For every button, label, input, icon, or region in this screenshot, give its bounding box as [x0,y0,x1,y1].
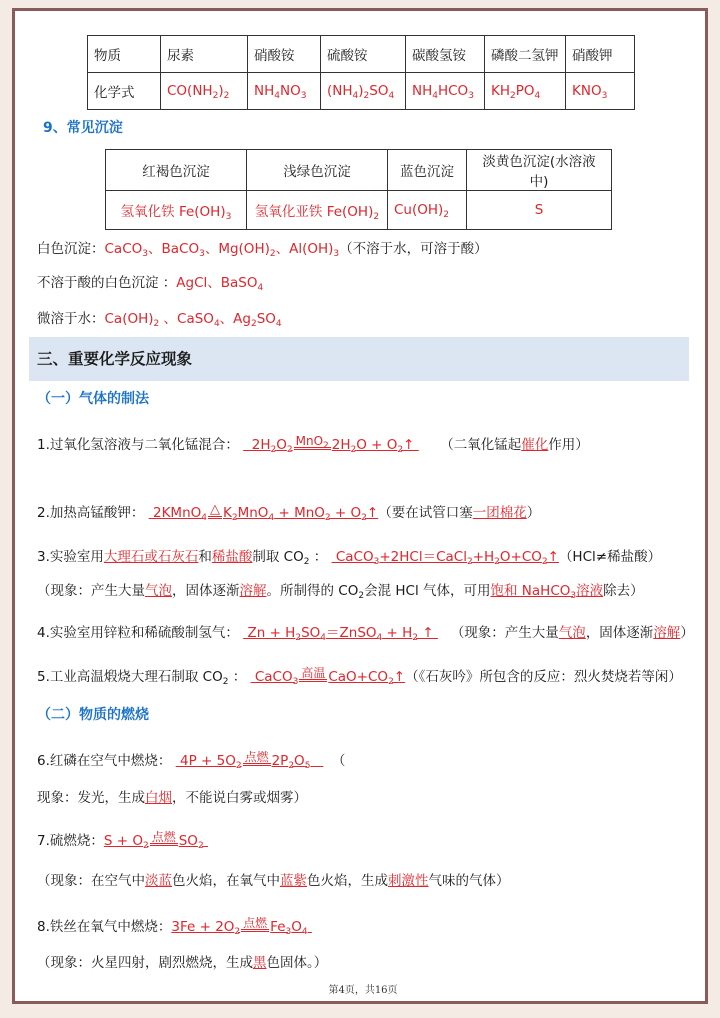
table-row [88,36,635,73]
answer: 一团棉花 [472,505,527,521]
answer: 刺激性 [388,873,429,889]
section-9-title: 9、常见沉淀 [43,120,123,136]
answer: 蓝紫 [280,873,307,889]
table-cell: 红褐色沉淀 [106,150,247,191]
obs-text: ，固体逐渐 [172,583,240,599]
condition: 点燃 [151,830,176,844]
answer: 黑 [253,955,267,971]
answer: 催化 [521,437,549,453]
obs-text: 。所制得的 CO [266,583,359,599]
slightly-soluble-line [37,307,282,327]
item-text: 2.加热高锰酸钾： [37,505,145,521]
label: 微溶于水： [37,311,105,327]
sub-2-title: （二）物质的燃烧 [37,707,149,723]
obs-text: 会混 HCl 气体，可用 [364,583,491,599]
table-cell: 蓝色沉淀 [388,150,467,191]
table-cell: 化学式 [88,73,161,110]
label: 白色沉淀： [37,241,105,257]
cell-text: 氢氧化铁 Fe(OH) [120,204,226,220]
table-cell: 尿素 [161,36,248,73]
obs-text: 色火焰，生成 [307,873,388,889]
sub-1-title: （一）气体的制法 [37,391,149,407]
item-text: 3.实验室用 [37,549,104,565]
answer: 溶解 [653,625,681,641]
item-6-observation [37,786,307,806]
answer: 稀盐酸 [211,549,253,565]
formula-cell: $KH_2PO_4$ [485,73,566,110]
cell-text: 氢氧化亚铁 Fe(OH) [254,204,374,220]
answer: 气泡 [145,583,172,599]
formula: CaCO$_3$、BaCO$_3$、$Mg(OH)_2$、$Al(OH)_3$ [104,241,340,259]
answer: 白烟 [145,790,172,806]
item-2 [37,501,540,521]
equation: $Zn + H_2SO_4=ZnSO_4 + H_2$ ↑ [243,625,438,643]
cell-text: Cu(OH) [394,202,444,218]
table-cell: 碳酸氢铵 [406,36,485,73]
section-3-title: 三、重要化学反应现象 [37,350,193,368]
obs-text: （现象：在空气中 [37,873,145,889]
formula-cell: $NH_4NO_3$ [248,73,321,110]
table-cell: 硝酸铵 [248,36,321,73]
equation: $S + O_2$点燃 $SO_2$ [103,830,204,851]
obs-text: 气味的气体） [428,873,510,889]
answer: 气泡 [558,625,586,641]
answer-part: 溶液 [576,583,604,599]
obs-text: （现象：火星四射，剧烈燃烧，生成 [37,955,253,971]
page-footer: 第4页，共16页 [328,985,398,996]
note: （ [331,753,346,769]
table-row [106,150,612,191]
note: ） [680,625,694,641]
equation: CaCO$_3$高温 $CaO+CO_2↑$ [250,666,406,687]
condition: 点燃 [243,916,268,930]
fertilizer-table [87,35,635,110]
item-text: 和 [198,549,212,565]
acid-insoluble-line [37,271,263,291]
formula-cell: $KNO_3$ [566,73,635,110]
table-cell: S [467,191,612,230]
item-text: 制取 $CO_2$ ： [252,549,328,567]
obs-text: （现象：产生大量 [37,583,145,599]
table-cell: 氢氧化亚铁 $Fe(OH)_2$ [247,191,388,230]
item-7-observation [37,869,510,889]
obs-text: 现象：发光，生成 [37,790,145,806]
item-3 [37,545,661,565]
item-text-part: 5.工业高温煅烧大理石制取 CO [37,669,223,685]
obs-text: 色火焰，在氧气中 [172,873,280,889]
item-7 [37,829,208,849]
formula-cell: $NH_4HCO_3$ [406,73,485,110]
condition: 点燃 [244,750,269,764]
equation: $2H_2O_2MnO_2$ $2H_2O$ + $O_2↑$ [243,434,419,455]
item-4 [37,621,694,641]
note: （二氧化锰起 [440,437,522,453]
note: （现象：产生大量 [450,625,559,641]
condition: △ [210,502,220,517]
condition: 高温 [301,666,326,680]
section-3-band [29,337,689,381]
formula: AgCl、BaSO$_4$ [176,275,264,293]
item-text: 7.硫燃烧： [37,833,104,849]
white-precipitate-line [37,237,488,257]
note: ） [526,505,541,521]
table-row [88,73,635,110]
formula: $Ca(OH)_2$ 、CaSO$_4$、$Ag_2SO_4$ [104,311,282,329]
item-text: 6.红磷在空气中燃烧： [37,753,172,769]
item-1 [37,433,589,453]
item-8-observation [37,951,327,971]
condition-text: MnO [295,434,324,448]
condition: MnO$_2$ [295,434,329,451]
equation: $3Fe + 2O_2$点燃 $Fe_3O_4$ [171,916,308,937]
note: （不溶于水，可溶于酸） [339,241,488,257]
table-cell: 磷酸二氢钾 [485,36,566,73]
table-cell: 硫酸铵 [321,36,406,73]
item-3-observation: （现象：产生大量气泡，固体逐渐溶解。所制得的 $CO_2$会混 HCl 气体，可用饱和 NaHCO$_3$溶液除去） [37,583,644,601]
equation: 2KMnO$_4$△ $K_2MnO_4 + MnO_2$ + $O_2↑$ [148,502,379,523]
note: （《石灰吟》所包含的反应：烈火焚烧若等闲） [405,669,682,685]
label: 不溶于酸的白色沉淀 ： [37,275,177,291]
answer: 溶解 [239,583,267,599]
formula-cell: $(NH_4)_2SO_4$ [321,73,406,110]
item-5 [37,665,682,685]
formula-text: AgCl、BaSO [176,275,258,291]
answer: 饱和 NaHCO$_3$溶液 [490,583,604,601]
equation: $CaCO_3+2HCl=CaCl_2+H_2O+CO_2↑$ [331,549,559,567]
item-text: 8.铁丝在氧气中燃烧： [37,919,172,935]
note: 作用） [548,437,589,453]
table-cell: 硝酸钾 [566,36,635,73]
formula-cell: $CO(NH_2)_2$ [161,73,248,110]
item-text: 1.过氧化氢溶液与二氧化锰混合： [37,437,239,453]
obs-text: 色固体。） [266,955,328,971]
precipitate-table [105,149,612,230]
table-cell: 浅绿色沉淀 [247,150,388,191]
item-text-part: 制取 CO [252,549,304,565]
note: （要在试管口塞 [378,505,473,521]
table-cell: $Cu(OH)_2$ [388,191,467,230]
obs-text: ，不能说白雾或烟雾） [172,790,307,806]
note: （HCl≠稀盐酸） [558,549,662,565]
obs-text: 除去） [603,583,644,599]
equation: $4P + 5O_2$点燃 $2P_2O_5$ [175,750,311,771]
item-text: 5.工业高温煅烧大理石制取 $CO_2$ ： [37,669,247,687]
table-row [106,191,612,230]
item-6 [37,749,345,769]
item-8 [37,915,312,935]
answer: 大理石或石灰石 [103,549,199,565]
answer: 淡蓝 [145,873,172,889]
document-page [12,8,708,1004]
item-text: 4.实验室用锌粒和稀硫酸制氢气： [37,625,239,641]
table-cell: 物质 [88,36,161,73]
table-cell: 氢氧化铁 $Fe(OH)_3$ [106,191,247,230]
answer-part: 饱和 NaHCO [490,583,571,599]
table-cell: 淡黄色沉淀(水溶液中) [467,150,612,191]
note: ，固体逐渐 [585,625,654,641]
